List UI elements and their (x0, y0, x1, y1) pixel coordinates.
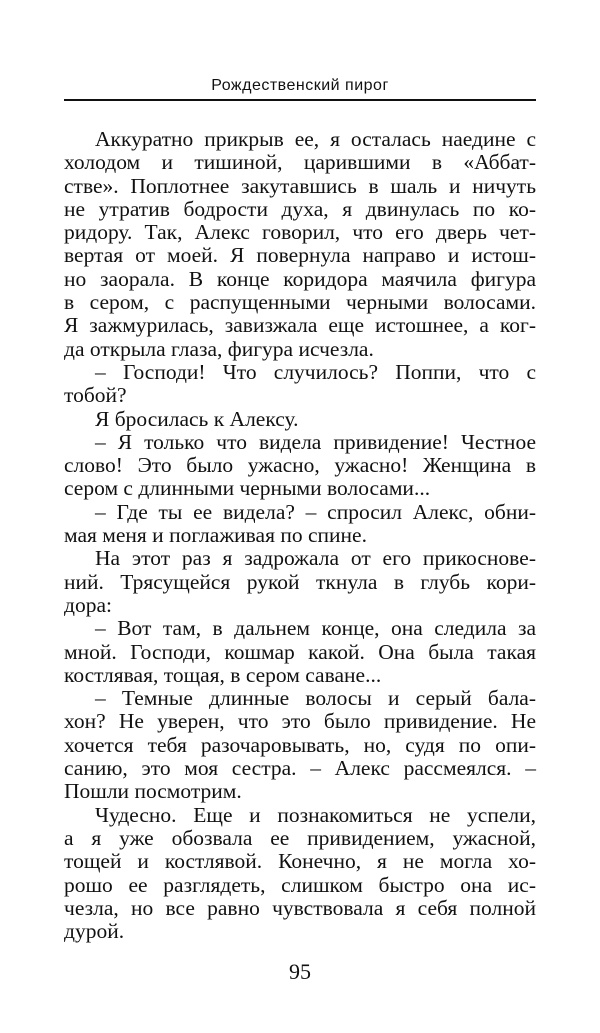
text-line: холодом и тишиной, царившими в «Аббат- (64, 150, 536, 175)
text-line: – Господи! Что случилось? Поппи, что с (95, 359, 536, 384)
text-line: хон? Не уверен, что это было привидение. Не (64, 709, 536, 734)
running-header: Рождественский пирог (211, 77, 389, 94)
text-line: мной. Господи, кошмар какой. Она была такая (64, 639, 536, 664)
text-line: Аккуратно прикрыв ее, я осталась наедине с (95, 127, 536, 151)
text-line: тобой? (64, 383, 127, 408)
text-line: На этот раз я задрожала от его прикосновe- (95, 546, 536, 571)
text-line: – Где ты ее видела? – спросил Алекс, обни- (95, 499, 536, 524)
text-line: сером с длинными черными волосами... (64, 476, 431, 501)
text-line: дурой. (64, 919, 125, 944)
text-line: но заорала. В конце коридора маячила фигура (64, 266, 536, 291)
text-line: ридору. Так, Алекс говорил, что его дверь чет- (64, 220, 536, 245)
text-line: рошо ее разглядеть, слишком быстро она ис- (64, 872, 536, 897)
text-line: санию, это моя сестра. – Алекс рассмеялся. – (64, 756, 536, 781)
text-line: – Вот там, в дальнем конце, она следила за (95, 616, 536, 641)
text-line: – Я только что видела привидение! Честное (95, 429, 536, 454)
text-line: а я уже обозвала ее привидением, ужасной, (64, 825, 536, 850)
page-number: 95 (289, 959, 311, 984)
text-line: ний. Трясущейся рукой ткнула в глубь кори- (64, 569, 536, 594)
text-line: костлявая, тощая, в сером саване... (64, 662, 382, 687)
text-body (64, 128, 536, 943)
text-line: Я бросилась к Алексу. (95, 406, 299, 431)
text-line: хочется тебя разочаровывать, но, судя по опи- (64, 732, 536, 757)
text-line: Я зажмурилась, завизжала еще истошнее, а ког- (64, 313, 536, 338)
text-line: дора: (64, 592, 112, 617)
text-line: тощей и костлявой. Конечно, я не могла хо- (64, 849, 536, 874)
text-line: не утратив бодрости духа, я двинулась по ко- (64, 196, 536, 221)
text-line: – Темные длинные волосы и серый бала- (95, 686, 536, 711)
text-line: Чудесно. Еще и познакомиться не успели, (95, 802, 536, 827)
text-line: да открыла глаза, фигура исчезла. (64, 336, 374, 361)
header-rule (64, 99, 536, 101)
text-line: Пошли посмотрим. (64, 779, 242, 804)
text-line: чезла, но все равно чувствовала я себя полной (64, 895, 536, 920)
text-line: вертая от моей. Я повернула направо и истош- (64, 243, 536, 268)
text-line: стве». Поплотнее закутавшись в шаль и ничуть (64, 173, 536, 198)
text-line: мая меня и поглаживая по спине. (64, 523, 367, 548)
text-line: слово! Это было ужасно, ужасно! Женщина в (64, 453, 536, 478)
text-line: в сером, с распущенными черными волосами. (64, 290, 536, 315)
